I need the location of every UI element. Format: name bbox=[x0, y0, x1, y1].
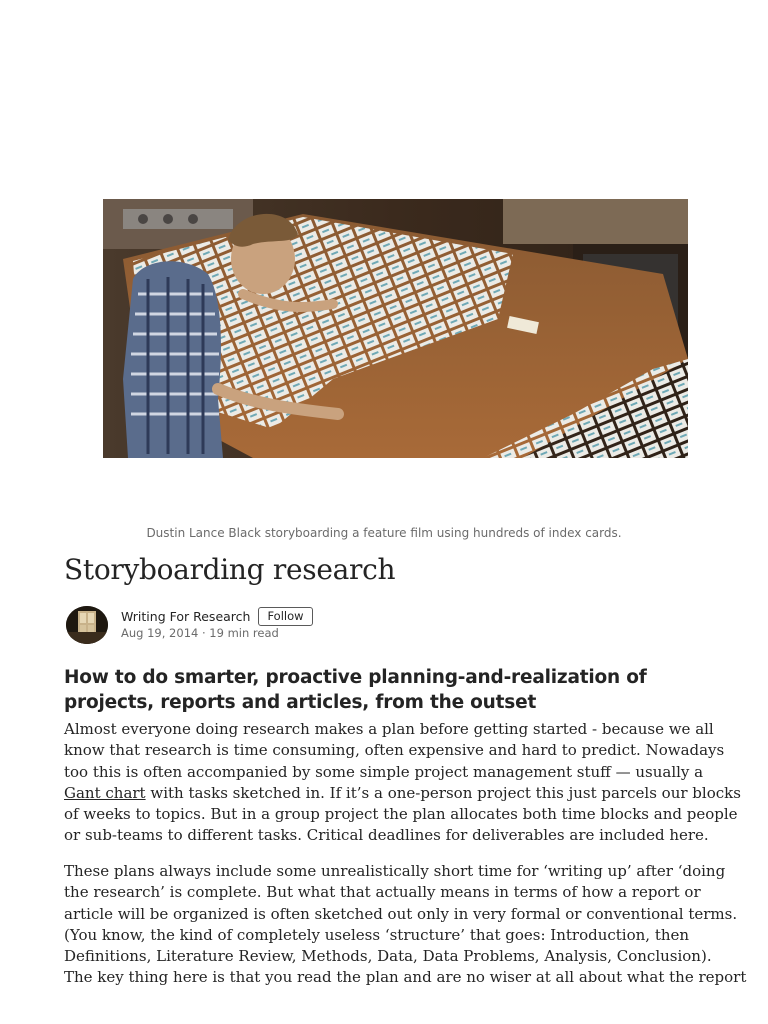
gant-chart-link[interactable]: Gant chart bbox=[64, 783, 146, 802]
paragraph-line: the research’ is complete. But what that actually means in terms of how a report or bbox=[64, 883, 701, 902]
paragraph-line: The key thing here is that you read the plan and are no wiser at all about what the report bbox=[64, 968, 747, 987]
article-title: Storyboarding research bbox=[64, 553, 396, 586]
paragraph-line: too this is often accompanied by some simple project management stuff — usually a bbox=[64, 762, 704, 781]
paragraph-line: (You know, the kind of completely useless ‘structure’ that goes: Introduction, then bbox=[64, 925, 690, 944]
paragraph-1 bbox=[64, 719, 741, 847]
paragraph-line: Almost everyone doing research makes a plan before getting started - because we all bbox=[64, 720, 714, 738]
author-name[interactable]: Writing For Research bbox=[121, 609, 251, 624]
paragraph-line: of weeks to topics. But in a group project the plan allocates both time blocks and people bbox=[64, 805, 738, 824]
paragraph-line: article will be organized is often sketched out only in very formal or conventional terms. bbox=[64, 904, 738, 923]
paragraph-line-rest: with tasks sketched in. If it’s a one-person project this just parcels our blocks bbox=[145, 783, 741, 802]
follow-button[interactable]: Follow bbox=[258, 607, 312, 626]
article-subtitle: How to do smarter, proactive planning-and-realization of projects, reports and articles, from the outset bbox=[64, 667, 647, 713]
storyboard-photo bbox=[103, 199, 688, 458]
author-avatar[interactable] bbox=[66, 606, 108, 644]
paragraph-line: Definitions, Literature Review, Methods, Data, Data Problems, Analysis, Conclusion). bbox=[64, 947, 712, 966]
hero-image bbox=[103, 199, 688, 458]
byline bbox=[66, 606, 706, 644]
publish-meta: Aug 19, 2014 · 19 min read bbox=[121, 626, 279, 640]
paragraph-line: or sub-teams to different tasks. Critical deadlines for deliverables are included here. bbox=[64, 826, 709, 845]
image-caption: Dustin Lance Black storyboarding a feature film using hundreds of index cards. bbox=[146, 526, 622, 540]
paragraph-line bbox=[64, 783, 741, 804]
paragraph-line: These plans always include some unrealistically short time for ‘writing up’ after ‘doing bbox=[64, 862, 726, 880]
paragraph-2 bbox=[64, 861, 747, 989]
paragraph-line: know that research is time consuming, often expensive and hard to predict. Nowadays bbox=[64, 741, 725, 760]
